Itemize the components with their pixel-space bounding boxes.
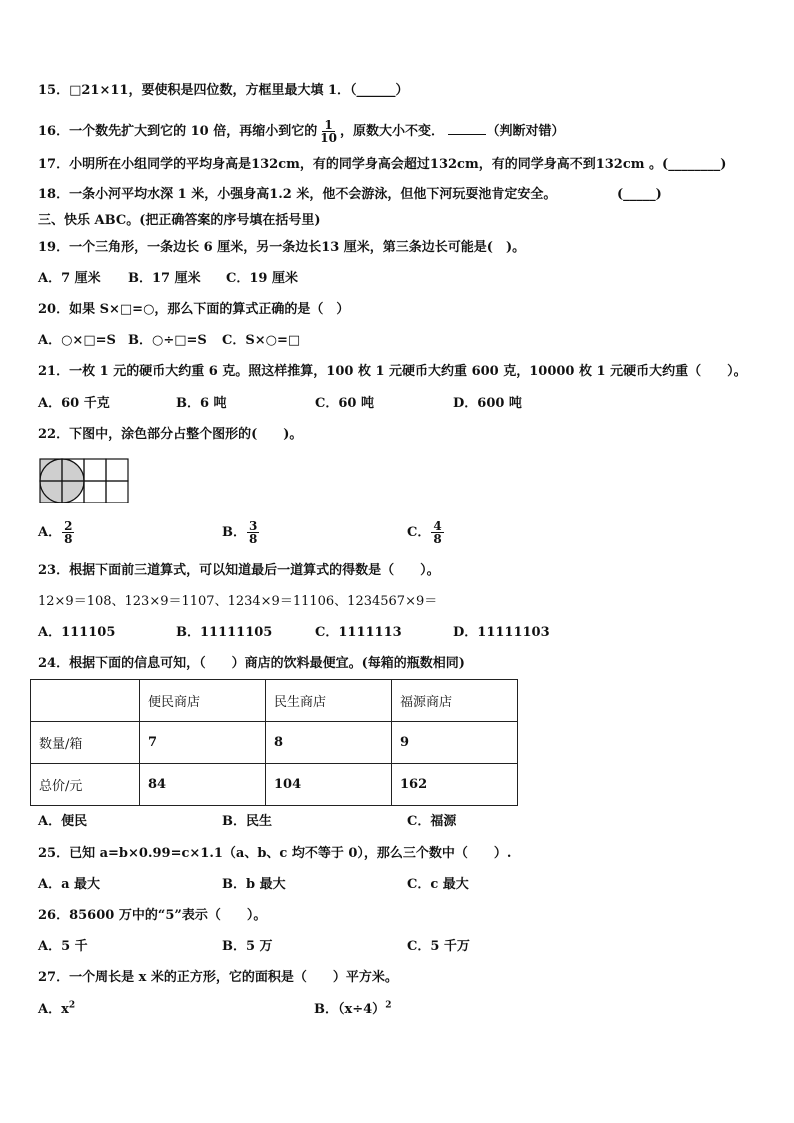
option-c[interactable]: C．5 千万 — [407, 939, 470, 954]
table-cell: 104 — [266, 764, 392, 806]
question-16 — [38, 119, 565, 144]
table-header-cell: 便民商店 — [140, 680, 266, 722]
option-a[interactable]: A．60 千克 — [38, 396, 110, 411]
option-b[interactable]: B．11111105 — [176, 625, 273, 640]
option-c[interactable]: C．60 吨 — [315, 396, 374, 411]
table-cell: 总价/元 — [31, 764, 140, 806]
question-22: 22．下图中，涂色部分占整个图形的( )。 — [38, 427, 303, 442]
option-b[interactable]: B．17 厘米 — [128, 271, 201, 286]
option-a[interactable]: A．111105 — [38, 625, 116, 640]
option-a[interactable] — [38, 520, 75, 545]
fraction-numerator: 1 — [324, 118, 333, 132]
option-fraction — [431, 520, 443, 545]
option-b[interactable]: B．b 最大 — [222, 877, 286, 892]
option-a[interactable]: A．○×□=S — [38, 333, 116, 348]
option-fraction — [247, 520, 259, 545]
option-b[interactable]: B．○÷□=S — [128, 333, 207, 348]
price-table — [30, 679, 518, 806]
question-20: 20．如果 S×□=○，那么下面的算式正确的是（ ） — [38, 302, 350, 317]
question-24: 24．根据下面的信息可知，（ ）商店的饮料最便宜。(每箱的瓶数相同) — [38, 656, 465, 671]
fraction-denominator: 8 — [249, 532, 258, 546]
option-b[interactable]: B．5 万 — [222, 939, 273, 954]
question-18-answer-blank[interactable]: (_____) — [617, 187, 662, 202]
table-header-row — [31, 680, 518, 722]
option-c[interactable]: C．1111113 — [315, 625, 402, 640]
fraction-denominator: 10 — [320, 131, 337, 145]
option-label: C． — [407, 525, 431, 540]
exponent: 2 — [385, 1000, 392, 1011]
option-a[interactable]: A．便民 — [38, 814, 88, 829]
table-header-cell: 民生商店 — [266, 680, 392, 722]
option-b[interactable] — [222, 520, 260, 545]
question-16-middle: ，原数大小不变． — [339, 124, 444, 139]
option-c[interactable]: C．S×○=□ — [222, 333, 301, 348]
grid-square — [84, 459, 106, 481]
fraction-denominator: 8 — [64, 532, 73, 546]
option-a[interactable]: A．7 厘米 — [38, 271, 101, 286]
table-cell: 84 — [140, 764, 266, 806]
table-cell: 162 — [392, 764, 518, 806]
exponent: 2 — [68, 1000, 76, 1011]
option-a[interactable]: A．5 千 — [38, 939, 88, 954]
option-b[interactable] — [314, 1002, 391, 1018]
option-b[interactable]: B．6 吨 — [176, 396, 227, 411]
grid-square — [106, 481, 128, 503]
table-cell: 8 — [266, 722, 392, 764]
table-cell: 7 — [140, 722, 266, 764]
formula-line: 12×9＝108、123×9＝1107、1234×9＝11106、1234567×9＝ — [38, 594, 438, 609]
question-17: 17．小明所在小组同学的平均身高是132cm，有的同学身高会超过132cm，有的同学身高不到132cm 。(________) — [38, 157, 727, 172]
question-23: 23．根据下面前三道算式，可以知道最后一道算式的得数是（ ）。 — [38, 563, 440, 578]
option-c[interactable]: C．c 最大 — [407, 877, 469, 892]
option-a[interactable] — [38, 1002, 75, 1018]
shaded-grid-figure — [39, 458, 135, 503]
section-heading: 三、快乐 ABC。(把正确答案的序号填在括号里) — [38, 213, 321, 228]
option-d[interactable]: D．600 吨 — [453, 396, 522, 411]
table-cell: 9 — [392, 722, 518, 764]
grid-cells — [40, 459, 128, 503]
question-18: 18．一条小河平均水深 1 米，小强身高1.2 米，他不会游泳，但他下河玩耍池肯定安全。 — [38, 187, 557, 202]
option-fraction — [62, 520, 74, 545]
question-21: 21．一枚 1 元的硬币大约重 6 克。照这样推算，100 枚 1 元硬币大约重 600 克，10000 枚 1 元硬币大约重（ ）。 — [38, 364, 747, 379]
option-text: B．（x÷4） — [314, 1002, 386, 1017]
table-row — [31, 764, 518, 806]
option-text: A．x — [38, 1002, 69, 1017]
option-d[interactable]: D．11111103 — [453, 625, 550, 640]
question-26: 26．85600 万中的“5”表示（ ）。 — [38, 908, 267, 923]
grid-square — [84, 481, 106, 503]
question-27: 27．一个周长是 x 米的正方形，它的面积是（ ）平方米。 — [38, 970, 398, 985]
table-header-cell — [31, 680, 140, 722]
table-cell: 数量/箱 — [31, 722, 140, 764]
fraction-denominator: 8 — [433, 532, 442, 546]
answer-blank[interactable] — [448, 122, 486, 135]
option-a[interactable]: A．a 最大 — [38, 877, 101, 892]
fraction-one-tenth — [318, 119, 339, 144]
option-c[interactable]: C．19 厘米 — [226, 271, 298, 286]
option-label: B． — [222, 525, 246, 540]
option-b[interactable]: B．民生 — [222, 814, 272, 829]
question-16-stem: 16．一个数先扩大到它的 10 倍，再缩小到它的 — [38, 124, 318, 139]
question-25: 25．已知 a=b×0.99=c×1.1（a、b、c 均不等于 0），那么三个数中（ ）. — [38, 846, 512, 861]
grid-square — [106, 459, 128, 481]
option-c[interactable] — [407, 520, 445, 545]
question-16-tail: （判断对错） — [486, 124, 565, 139]
fraction-numerator: 4 — [433, 519, 442, 533]
fraction-numerator: 3 — [249, 519, 258, 533]
table-header-cell: 福源商店 — [392, 680, 518, 722]
option-c[interactable]: C．福源 — [407, 814, 457, 829]
question-15: 15．□21×11，要使积是四位数，方框里最大填 1．（______） — [38, 83, 409, 98]
fraction-numerator: 2 — [64, 519, 73, 533]
option-label: A． — [38, 525, 62, 540]
question-19: 19．一个三角形，一条边长 6 厘米，另一条边长13 厘米，第三条边长可能是( )。 — [38, 240, 526, 255]
table-row — [31, 722, 518, 764]
